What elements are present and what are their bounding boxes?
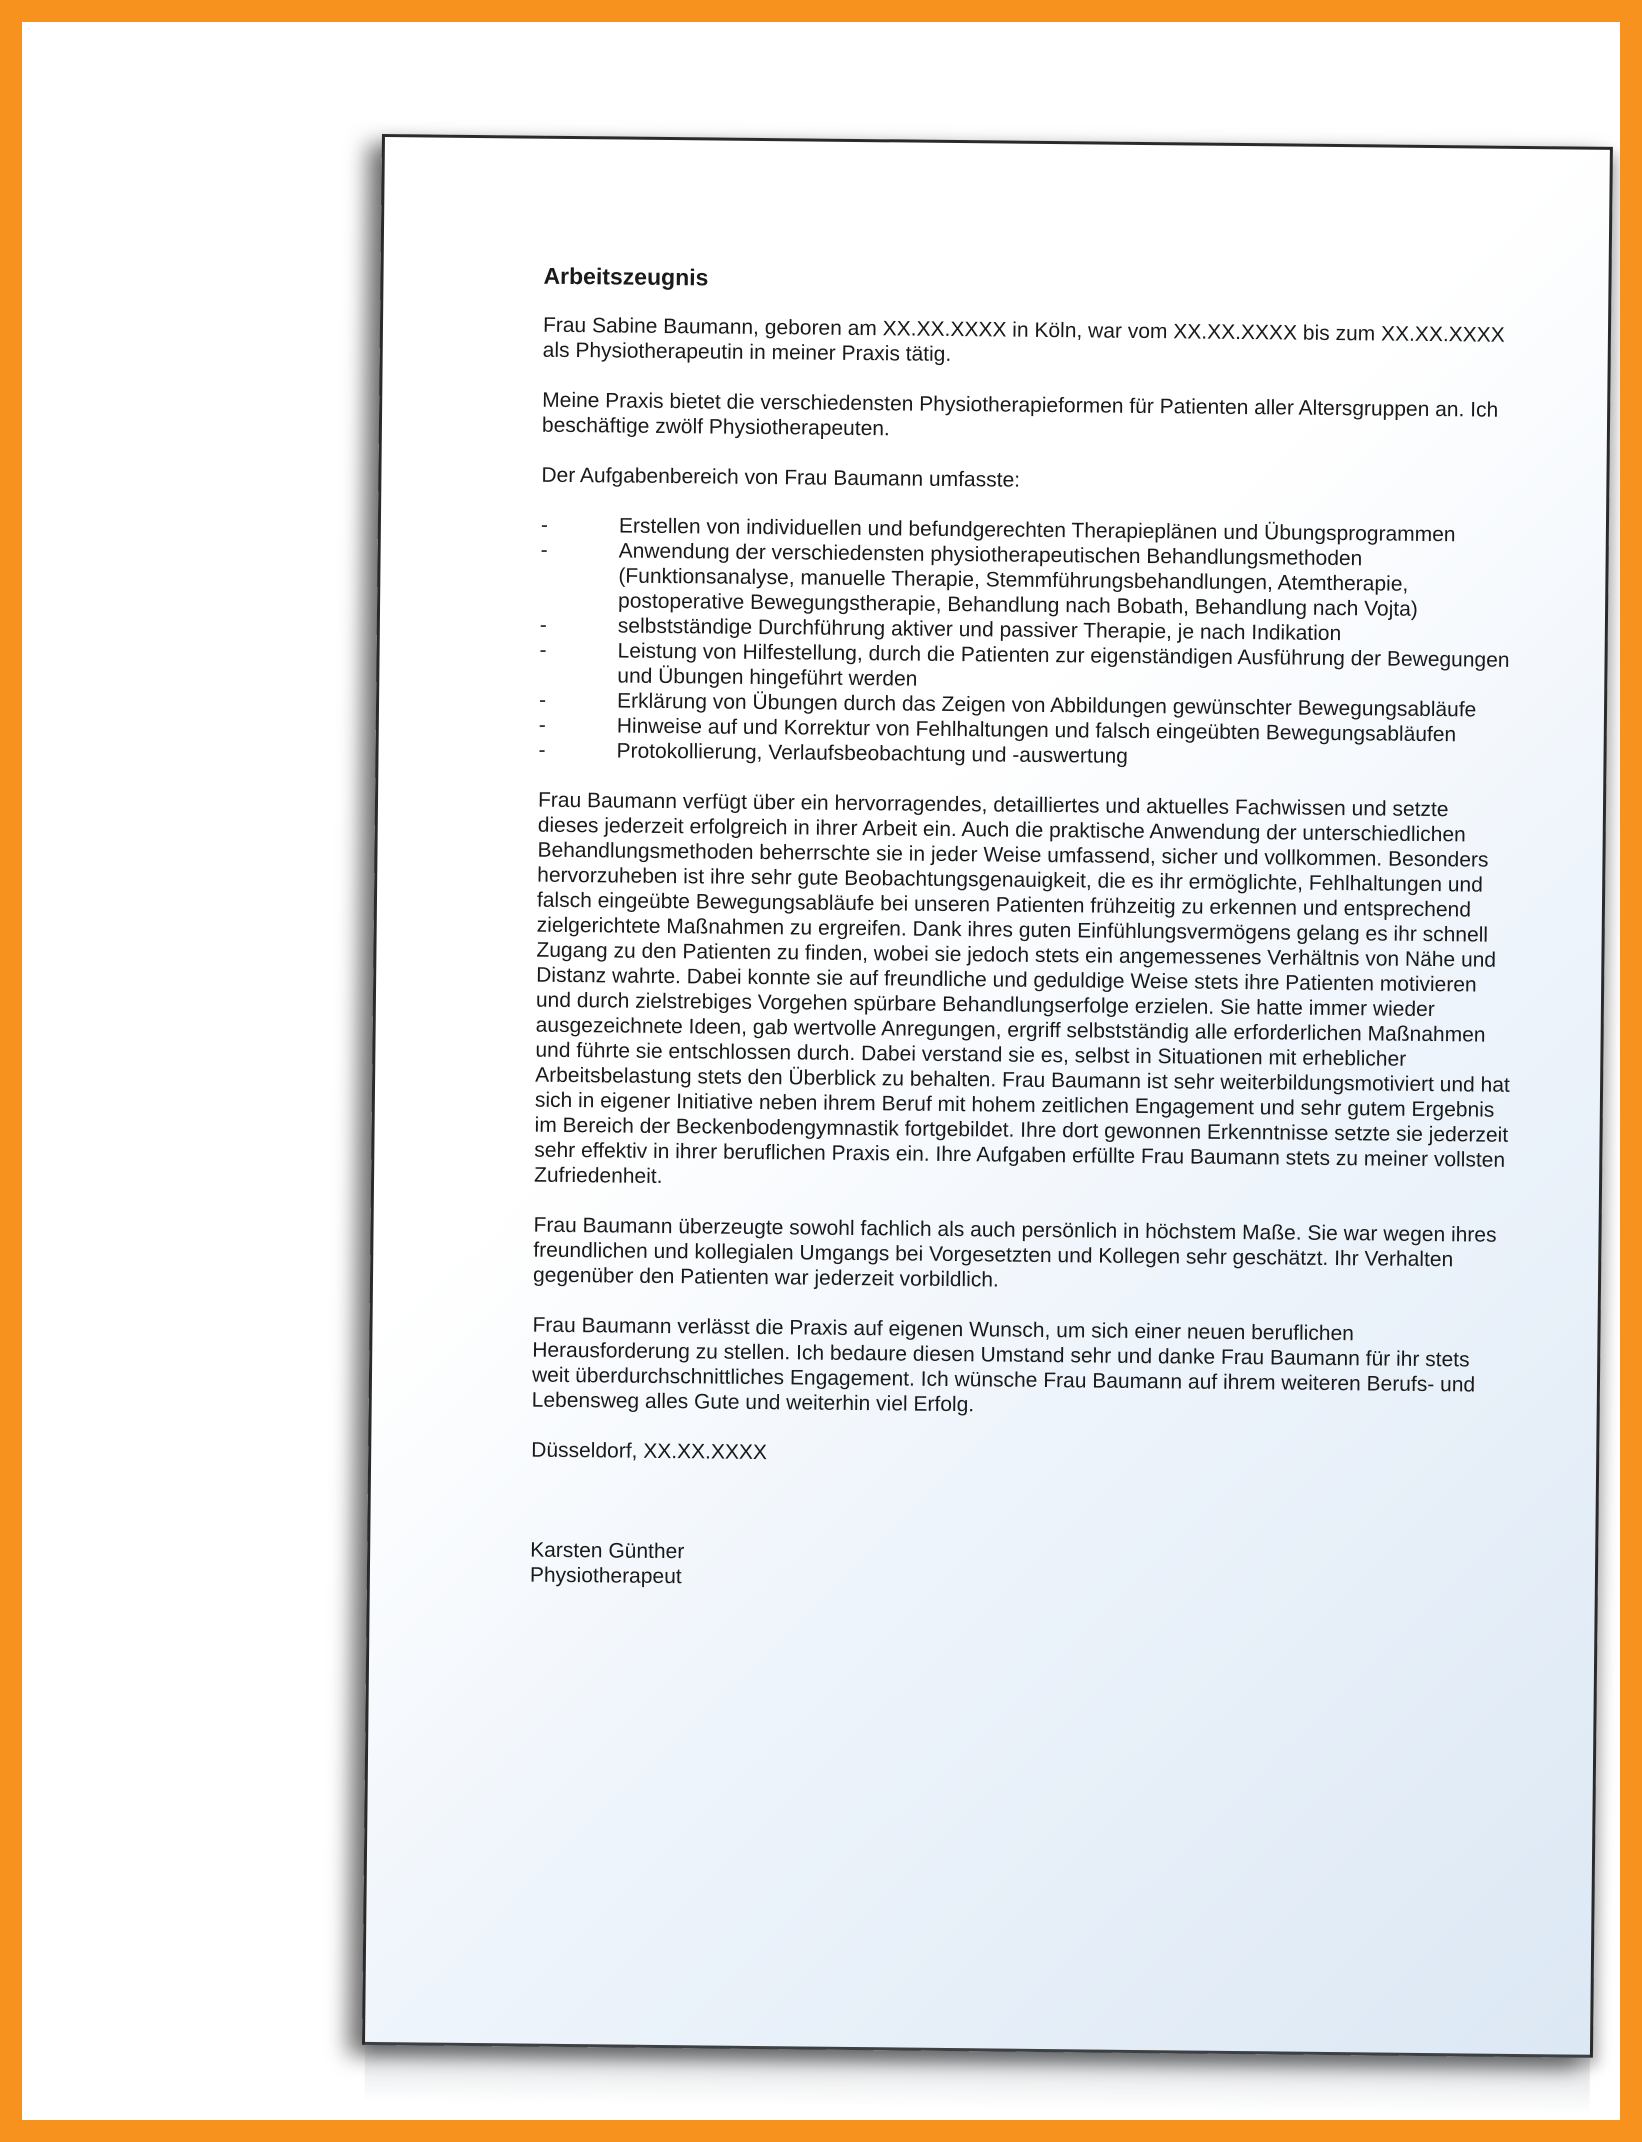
task-text: selbstständige Durchführung aktiver und passiver Therapie, je nach Indikation bbox=[617, 614, 1342, 646]
document-body bbox=[530, 264, 1519, 1598]
practice-paragraph: Meine Praxis bietet die verschiedensten Physiotherapieformen für Patienten aller Altersgruppen an. Ich beschäftige zwölf Physiotherapeuten. bbox=[541, 388, 1499, 441]
task-item bbox=[540, 538, 1516, 623]
signer-title: Physiotherapeut bbox=[529, 1563, 682, 1589]
list-dash: - bbox=[539, 638, 547, 662]
list-dash: - bbox=[538, 688, 547, 712]
assessment-paragraph: Frau Baumann verfügt über ein hervorragendes, detailliertes und aktuelles Fachwissen und setzte dieses jederzeit erfolgreich in ihrer Arbeit ein. Auch die praktische Anwendung der unterschiedlichen Behandlungsmethoden beherrschte sie in jeder Weise umfassend, sicher und vollkommen. Besonders hervorzuheben ist ihre sehr gute Beobachtungsgenauigkeit, die es ihr ermöglichte, Fehlhaltungen und falsch eingeübte Bewegungsabläufe bei unseren Patienten frühzeitig zu erkennen und entsprechend zielgerichtete Maßnahmen zu ergreifen. Dank ihres guten Einfühlungsvermögens gelang es ihr schnell Zugang zu den Patienten zu finden, wobei sie jedoch stets ein angemessenes Verhältnis von Nähe und Distanz wahrte. Dabei konnte sie auf freundliche und geduldige Weise stets ihre Patienten motivieren und durch zielstrebiges Vorgehen spürbare Behandlungserfolge erzielen. Sie hatte immer wieder ausgezeichnete Ideen, gab wertvolle Anregungen, ergriff selbstständig alle erforderlichen Maßnahmen und führte sie entschlossen durch. Dabei verstand sie es, selbst in Situationen mit erheblicher Arbeitsbelastung stets den Überblick zu behalten. Frau Baumann ist sehr weiterbildungsmotiviert und hat sich in eigener Initiative neben ihrem Beruf mit hohem zeitlichen Engagement und sehr gutem Ergebnis im Bereich der Beckenbodengymnastik fortgebildet. Ihre dort gewonnen Erkenntnisse setzte sie jederzeit sehr effektiv in ihrer beruflichen Praxis ein. Ihre Aufgaben erfüllte Frau Baumann stets zu meiner vollsten Zufriedenheit. bbox=[533, 788, 1510, 1188]
intro-paragraph: Frau Sabine Baumann, geboren am XX.XX.XXXX in Köln, war vom XX.XX.XXXX bis zum XX.XX.XXXX als Physiotherapeutin in meiner Praxis tätig. bbox=[542, 313, 1505, 366]
task-list bbox=[538, 513, 1516, 773]
list-dash: - bbox=[540, 513, 549, 537]
signature-block bbox=[530, 1538, 1505, 1598]
task-text: Erstellen von individuellen und befundgerechten Therapieplänen und Übungsprogrammen bbox=[618, 514, 1456, 547]
signer-name: Karsten Günther bbox=[530, 1538, 685, 1564]
farewell-paragraph: Frau Baumann verlässt die Praxis auf eigenen Wunsch, um sich einer neuen beruflichen Herausforderung zu stellen. Ich bedaure diesen Umstand sehr und danke Frau Baumann für ihr stets weit überdurchschnittliches Engagement. Ich wünsche Frau Baumann auf ihrem weiteren Berufs- und Lebensweg alles Gute und weiterhin viel Erfolg. bbox=[531, 1313, 1476, 1417]
list-dash: - bbox=[539, 613, 547, 637]
tasks-heading: Der Aufgabenbereich von Frau Baumann umfasste: bbox=[541, 463, 1021, 492]
task-text: Erklärung von Übungen durch das Zeigen von Abbildungen gewünschter Bewegungsabläufe bbox=[616, 689, 1477, 722]
list-dash: - bbox=[538, 738, 546, 762]
conduct-paragraph: Frau Baumann überzeugte sowohl fachlich als auch persönlich in höchstem Maße. Sie war wegen ihres freundlichen und kollegialen Umgangs bei Vorgesetzten und Kollegen sehr geschätzt. Ihr Verhalten gegenüber den Patienten war jederzeit vorbildlich. bbox=[532, 1213, 1497, 1292]
list-dash: - bbox=[540, 538, 548, 562]
task-text: Anwendung der verschiedensten physiotherapeutischen Behandlungsmethoden (Funktionsanalyse, manuelle Therapie, Stemmführungsbehandlungen, Atemtherapie, postoperative Bewegungstherapie, Behandlung nach Bobath, Behandlung nach Vojta) bbox=[618, 539, 1418, 621]
task-text: Leistung von Hilfestellung, durch die Patienten zur eigenständigen Ausführung der Bewegungen und Übungen hingeführt werden bbox=[617, 639, 1510, 691]
document-title: Arbeitszeugnis bbox=[543, 262, 709, 291]
list-dash: - bbox=[538, 713, 546, 737]
document-sheet bbox=[362, 134, 1613, 2058]
task-text: Hinweise auf und Korrektur von Fehlhaltungen und falsch eingeübten Bewegungsabläufen bbox=[616, 714, 1457, 747]
place-date: Düsseldorf, XX.XX.XXXX bbox=[531, 1438, 768, 1465]
document-sheet-wrapper bbox=[362, 134, 1607, 2052]
task-text: Protokollierung, Verlaufsbeobachtung und -auswertung bbox=[616, 739, 1128, 768]
